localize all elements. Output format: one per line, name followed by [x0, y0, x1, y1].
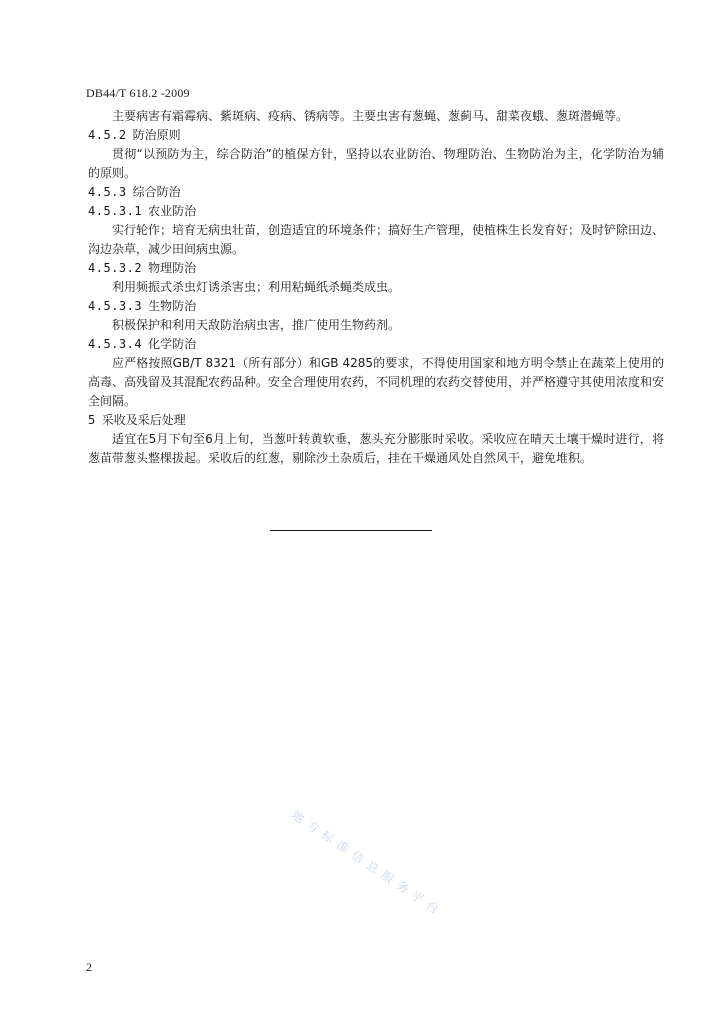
section-heading-4-5-3-4: [88, 335, 664, 354]
principle-paragraph: 贯彻“以预防为主，综合防治”的植保方针，坚持以农业防治、物理防治、生物防治为主，化学防治为辅的原则。: [88, 147, 664, 180]
section-heading-4-5-3-2: [88, 259, 664, 278]
pests-paragraph: 主要病害有霜霉病、紫斑病、疫病、锈病等。主要虫害有葱蝇、葱蓟马、甜菜夜蛾、葱斑潜蝇等。: [112, 109, 629, 123]
harvest-paragraph: 适宜在5月下旬至6月上旬，当葱叶转黄软垂，葱头充分膨胀时采收。采收应在晴天土壤干燥时进行，将葱苗带葱头整棵拔起。采收后的红葱，剔除沙土杂质后，挂在干燥通风处自然风干，避免堆积。: [88, 432, 664, 465]
end-of-document-rule: [270, 530, 432, 531]
chapter-title: 采收及采后处理: [101, 413, 186, 427]
chapter-heading-5: [88, 411, 664, 430]
section-number: 4.5.3: [88, 185, 127, 199]
chemical-control-paragraph: 应严格按照GB/T 8321（所有部分）和GB 4285的要求，不得使用国家和地方明令禁止在蔬菜上使用的高毒、高残留及其混配农药品种。安全合理使用农药，不同机理的农药交替使用，并严格遵守其使用浓度和安全间隔。: [88, 356, 665, 408]
section-number: 4.5.2: [88, 128, 127, 142]
section-number: 4.5.3.2: [88, 261, 143, 275]
section-heading-4-5-2: [88, 126, 664, 145]
section-heading-4-5-3-3: [88, 297, 664, 316]
document-id: DB44/T 618.2 -2009: [86, 86, 190, 100]
section-title: 生物防治: [148, 299, 197, 313]
section-heading-4-5-3: [88, 183, 664, 202]
section-title: 综合防治: [132, 185, 181, 199]
section-title: 农业防治: [148, 204, 197, 218]
section-number: 4.5.3.4: [88, 337, 143, 351]
section-title: 防治原则: [132, 128, 181, 142]
section-number: 4.5.3.3: [88, 299, 143, 313]
section-title: 物理防治: [148, 261, 197, 275]
chapter-number: 5: [88, 413, 96, 427]
physical-control-paragraph: 利用频振式杀虫灯诱杀害虫；利用粘蝇纸杀蝇类成虫。: [112, 280, 401, 294]
biological-control-paragraph: 积极保护和利用天敌防治病虫害，推广使用生物药剂。: [112, 318, 401, 332]
page-number: 2: [86, 960, 92, 974]
section-number: 4.5.3.1: [88, 204, 143, 218]
section-heading-4-5-3-1: [88, 202, 664, 221]
watermark: 地方标准信息服务平台: [289, 807, 447, 920]
document-body: [88, 107, 664, 468]
section-title: 化学防治: [148, 337, 197, 351]
agricultural-control-paragraph: 实行轮作；培育无病虫壮苗，创造适宜的环境条件；搞好生产管理，使植株生长发育好；及时铲除田边、沟边杂草，减少田间病虫源。: [88, 223, 665, 256]
